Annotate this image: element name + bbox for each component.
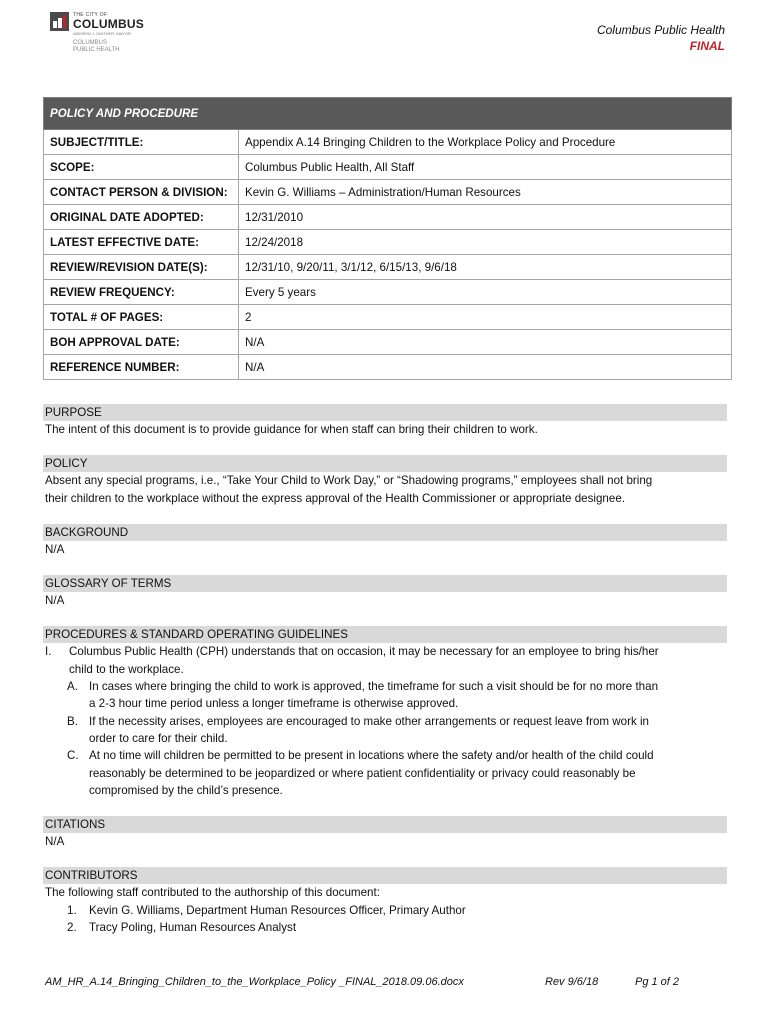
table-row [44, 255, 732, 280]
table-row [44, 205, 732, 230]
row-value: Columbus Public Health, All Staff [239, 155, 732, 180]
logo-dept-line1: COLUMBUS [73, 40, 108, 46]
background-section [43, 524, 727, 558]
row-label: SUBJECT/TITLE: [44, 130, 239, 155]
glossary-section [43, 575, 727, 609]
row-value: 12/31/2010 [239, 205, 732, 230]
row-value: 12/24/2018 [239, 230, 732, 255]
table-row [44, 330, 732, 355]
purpose-section [43, 404, 727, 438]
row-value: N/A [239, 330, 732, 355]
table-row [44, 355, 732, 380]
logo-dept-line2: PUBLIC HEALTH [73, 47, 120, 53]
section-text: their children to the workplace without the express approval of the Health Commissioner or appropriate designee. [45, 491, 625, 505]
row-label: CONTACT PERSON & DIVISION: [44, 180, 239, 205]
table-row [44, 155, 732, 180]
row-label: SCOPE: [44, 155, 239, 180]
row-label: LATEST EFFECTIVE DATE: [44, 230, 239, 255]
city-logo [50, 12, 170, 56]
row-value: Every 5 years [239, 280, 732, 305]
section-text: Absent any special programs, i.e., “Take Your Child to Work Day,” or “Shadowing programs,” employees shall not bring [45, 474, 653, 488]
policy-section [43, 455, 727, 507]
list-letter: A. [67, 680, 78, 694]
table-row [44, 180, 732, 205]
row-value: Kevin G. Williams – Administration/Human Resources [239, 180, 732, 205]
policy-table [43, 97, 732, 380]
citations-section [43, 816, 727, 850]
policy-table-heading: POLICY AND PROCEDURE [44, 98, 732, 130]
section-text: N/A [45, 835, 65, 849]
header-status: FINAL [689, 39, 725, 53]
list-item [43, 919, 727, 936]
list-letter: B. [67, 714, 78, 728]
section-heading: BACKGROUND [43, 524, 727, 541]
list-text: In cases where bringing the child to work is approved, the timeframe for such a visit should be for no more than [89, 680, 659, 694]
list-item [43, 902, 727, 919]
list-text: reasonably be determined to be jeopardized or where patient confidentiality or privacy could reasonably be [89, 766, 636, 780]
document-body [43, 404, 727, 953]
row-value: 2 [239, 305, 732, 330]
section-heading: CONTRIBUTORS [43, 867, 727, 884]
list-number: 2. [67, 921, 77, 935]
row-label: BOH APPROVAL DATE: [44, 330, 239, 355]
section-heading: CITATIONS [43, 816, 727, 833]
list-text: order to care for their child. [89, 731, 228, 745]
table-row [44, 130, 732, 155]
list-number: I. [45, 645, 52, 659]
row-label: REVIEW/REVISION DATE(S): [44, 255, 239, 280]
city-seal-icon [50, 12, 69, 31]
procedures-section [43, 626, 727, 799]
section-heading: PURPOSE [43, 404, 727, 421]
header-org: Columbus Public Health [596, 23, 725, 37]
row-value: Appendix A.14 Bringing Children to the Workplace Policy and Procedure [239, 130, 732, 155]
table-row [44, 230, 732, 255]
logo-city-of: THE CITY OF [73, 12, 108, 18]
row-label: REFERENCE NUMBER: [44, 355, 239, 380]
section-text: N/A [45, 594, 65, 608]
list-text: If the necessity arises, employees are encouraged to make other arrangements or request leave from work in [89, 714, 649, 728]
list-text: Tracy Poling, Human Resources Analyst [89, 921, 297, 935]
table-row [44, 280, 732, 305]
list-number: 1. [67, 903, 77, 917]
row-value: N/A [239, 355, 732, 380]
list-item [43, 643, 727, 678]
row-value: 12/31/10, 9/20/11, 3/1/12, 6/15/13, 9/6/18 [239, 255, 732, 280]
list-item [43, 713, 727, 748]
table-row [44, 305, 732, 330]
contributors-section [43, 867, 727, 936]
logo-name: COLUMBUS [73, 17, 144, 31]
list-text: Columbus Public Health (CPH) understands that on occasion, it may be necessary for an employee to bring his/her [69, 645, 659, 659]
list-text: compromised by the child’s presence. [89, 783, 283, 797]
section-text: The intent of this document is to provide guidance for when staff can bring their children to work. [45, 423, 538, 436]
row-label: REVIEW FREQUENCY: [44, 280, 239, 305]
section-heading: PROCEDURES & STANDARD OPERATING GUIDELINES [43, 626, 727, 643]
section-text: N/A [45, 542, 65, 556]
row-label: ORIGINAL DATE ADOPTED: [44, 205, 239, 230]
list-letter: C. [67, 749, 79, 763]
list-text: At no time will children be permitted to be present in locations where the safety and/or health of the child could [89, 749, 654, 763]
row-label: TOTAL # OF PAGES: [44, 305, 239, 330]
list-text: child to the workplace. [69, 662, 184, 676]
logo-tagline: ANDREW J. GINTHER, MAYOR [73, 31, 131, 36]
list-text: Kevin G. Williams, Department Human Resources Officer, Primary Author [89, 903, 466, 917]
logo-department [73, 40, 143, 54]
list-item [43, 747, 727, 799]
footer-revision: Rev 9/6/18 [545, 976, 599, 988]
section-heading: POLICY [43, 455, 727, 472]
list-item [43, 678, 727, 713]
list-text: a 2-3 hour time period unless a longer timeframe is otherwise approved. [89, 697, 459, 711]
section-heading: GLOSSARY OF TERMS [43, 575, 727, 592]
header-right [597, 22, 725, 54]
section-text: The following staff contributed to the authorship of this document: [45, 886, 380, 900]
footer-filename: AM_HR_A.14_Bringing_Children_to_the_Workplace_Policy _FINAL_2018.09.06.docx [45, 976, 464, 988]
footer-page-number: Pg 1 of 2 [635, 976, 680, 988]
